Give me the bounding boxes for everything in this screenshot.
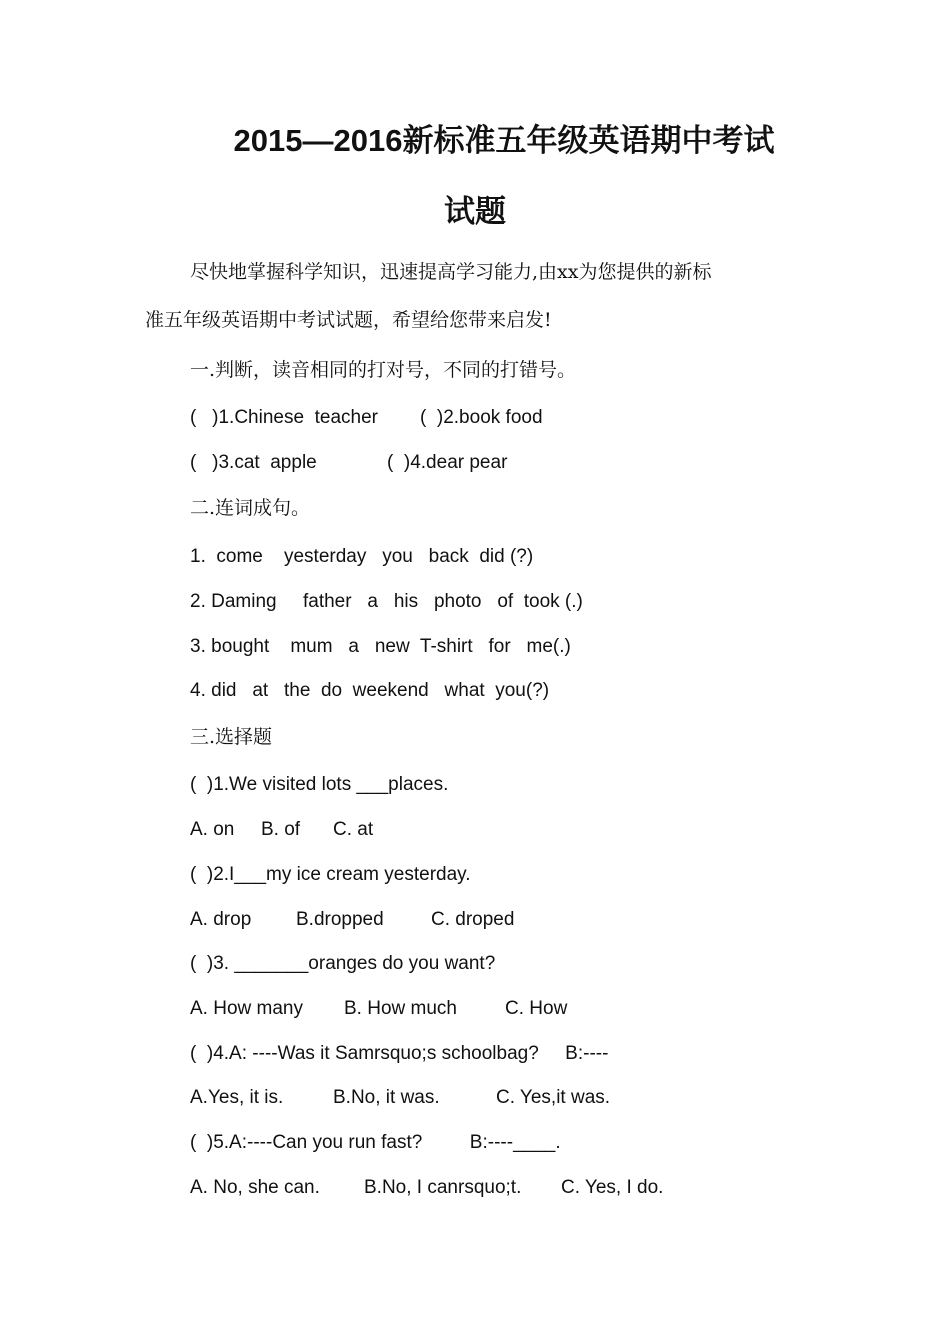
question4-option-b: B.No, it was.	[333, 1087, 440, 1108]
question4-option-c: C. Yes,it was.	[496, 1087, 611, 1108]
intro-line1: 尽快地掌握科学知识，迅速提高学习能力,由xx为您提供的新标	[190, 261, 712, 283]
section2-item2: 2. Daming father a his photo of took (.)	[190, 591, 583, 612]
question2-option-a: A. drop	[190, 909, 252, 930]
section3-heading: 三.选择题	[190, 726, 273, 748]
question3-option-b: B. How much	[344, 998, 457, 1019]
intro-line2: 准五年级英语期中考试试题，希望给您带来启发!	[145, 309, 552, 331]
question3: ( )3. _______oranges do you want?	[190, 953, 496, 974]
section2-item1: 1. come yesterday you back did (?)	[190, 546, 534, 567]
document-title-line1: 2015—2016新标准五年级英语期中考试	[233, 123, 775, 158]
question4: ( )4.A: ----Was it Samrsquo;s schoolbag? B:----	[190, 1043, 609, 1064]
section2-item3: 3. bought mum a new T-shirt for me(.)	[190, 636, 571, 657]
section1-row2-item2: ( )4.dear pear	[387, 452, 508, 473]
question2: ( )2.I___my ice cream yesterday.	[190, 864, 471, 885]
question3-option-c: C. How	[505, 998, 568, 1019]
question5-option-b: B.No, I canrsquo;t.	[364, 1177, 522, 1198]
document-title-line2: 试题	[444, 194, 506, 229]
question1-option-a: A. on	[190, 819, 235, 840]
question4-option-a: A.Yes, it is.	[190, 1087, 284, 1108]
question2-option-c: C. droped	[431, 909, 515, 930]
question1-option-c: C. at	[333, 819, 374, 840]
question1: ( )1.We visited lots ___places.	[190, 774, 449, 795]
section1-row1-item2: ( )2.book food	[420, 407, 543, 428]
section2-item4: 4. did at the do weekend what you(?)	[190, 680, 550, 701]
question1-option-b: B. of	[261, 819, 301, 840]
section1-heading: 一.判断，读音相同的打对号，不同的打错号。	[190, 359, 577, 381]
section1-row1-item1: ( )1.Chinese teacher	[190, 407, 378, 428]
question2-option-b: B.dropped	[296, 909, 384, 930]
question5-option-a: A. No, she can.	[190, 1177, 320, 1198]
section2-heading: 二.连词成句。	[190, 497, 311, 519]
question3-option-a: A. How many	[190, 998, 303, 1019]
question5-option-c: C. Yes, I do.	[561, 1177, 664, 1198]
question5: ( )5.A:----Can you run fast? B:----____.	[190, 1132, 561, 1153]
section1-row2-item1: ( )3.cat apple	[190, 452, 317, 473]
